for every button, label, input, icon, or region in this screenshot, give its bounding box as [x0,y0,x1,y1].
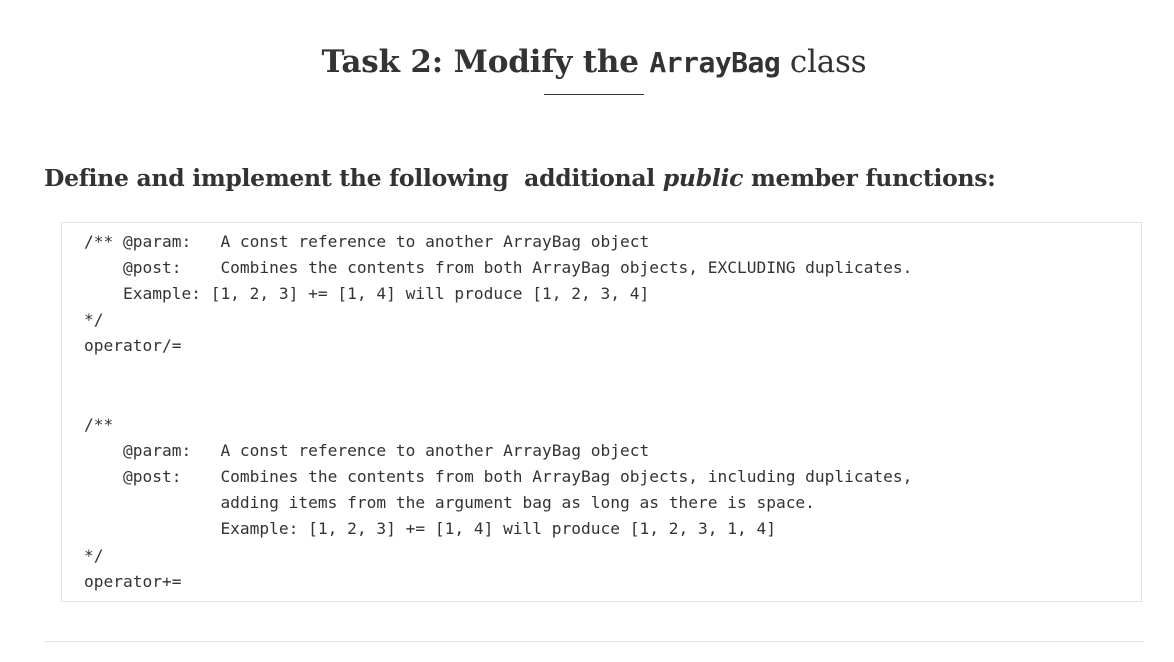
title-underline [544,94,644,95]
title-code-classname: ArrayBag [649,46,781,79]
code-line: Example: [1, 2, 3] += [1, 4] will produce [1, 2, 3, 1, 4] [84,519,776,538]
heading-text-after: member functions: [743,164,996,192]
code-line: operator/= [84,336,182,355]
horizontal-rule [44,641,1144,642]
code-line: @post: Combines the contents from both ArrayBag objects, including duplicates, [84,467,913,486]
title-suffix: class [780,44,867,80]
code-line: Example: [1, 2, 3] += [1, 4] will produce [1, 2, 3, 4] [84,284,650,303]
code-line: operator+= [84,572,182,591]
section-heading [44,164,996,192]
code-line: /** [84,415,114,434]
code-line: @param: A const reference to another ArrayBag object [84,441,650,460]
code-line: */ [84,310,104,329]
title-prefix: Task 2: Modify the [321,44,650,80]
page-title [0,44,1174,80]
code-line: adding items from the argument bag as long as there is space. [84,493,815,512]
code-line: /** @param: A const reference to another ArrayBag object [84,232,650,251]
heading-emphasis: public [662,164,744,192]
heading-text-before: Define and implement the following additional [44,164,663,192]
code-line: @post: Combines the contents from both ArrayBag objects, EXCLUDING duplicates. [84,258,913,277]
code-line: */ [84,546,104,565]
code-block [61,222,1142,602]
